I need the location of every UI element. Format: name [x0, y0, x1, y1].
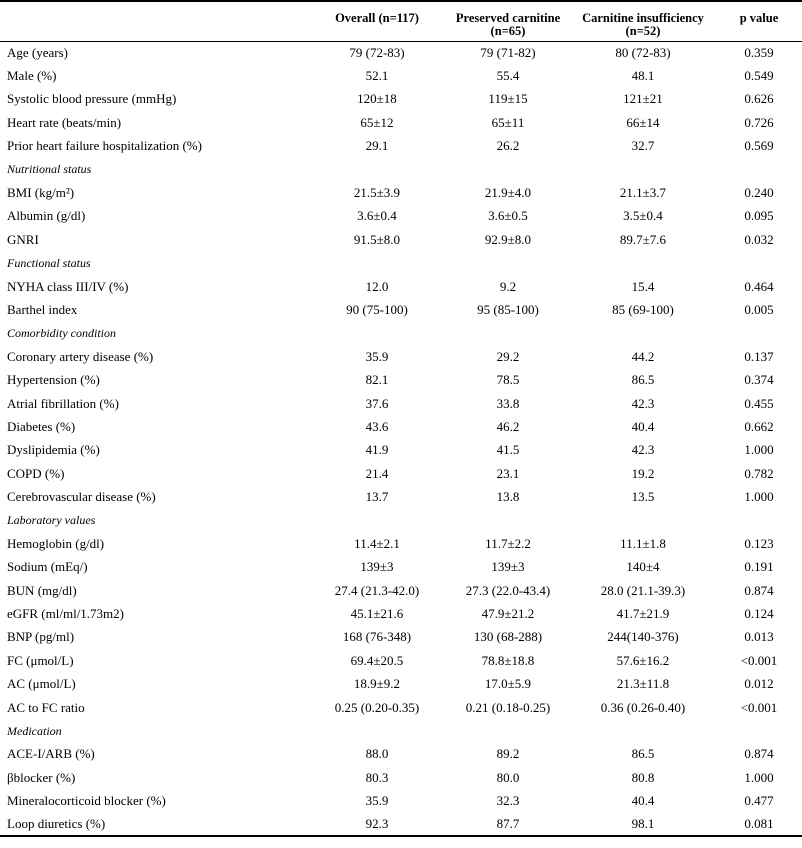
cell-overall: 37.6 [365, 395, 389, 411]
row-label: AC to FC ratio [7, 699, 85, 715]
cell-preserved: 47.9±21.2 [481, 606, 535, 622]
table-row [0, 88, 802, 111]
cell-insufficiency: 40.4 [631, 793, 655, 809]
cell-insufficiency: 86.5 [631, 746, 655, 762]
cell-insufficiency: 48.1 [631, 68, 655, 84]
cell-overall: 18.9±9.2 [353, 676, 401, 692]
cell-p-value: 0.874 [744, 582, 774, 598]
cell-p-value: 0.012 [744, 676, 774, 692]
cell-p-value: 0.464 [744, 278, 774, 294]
row-label: Dyslipidemia (%) [7, 442, 100, 458]
cell-preserved: 29.2 [496, 348, 520, 364]
cell-overall: 52.1 [365, 68, 389, 84]
cell-overall: 12.0 [365, 278, 389, 294]
table-row [0, 766, 802, 789]
cell-preserved: 0.21 (0.18-0.25) [465, 699, 551, 715]
row-label: Cerebrovascular disease (%) [7, 489, 156, 505]
cell-p-value: 0.005 [744, 301, 774, 317]
table-row [0, 392, 802, 415]
header-preserved-carnitine: Preserved carnitine (n=65) [446, 1, 570, 41]
table-row [0, 41, 802, 64]
row-label: BUN (mg/dl) [7, 582, 77, 598]
cell-overall: 88.0 [365, 746, 389, 762]
cell-p-value: 0.123 [744, 535, 774, 551]
cell-preserved: 26.2 [496, 138, 520, 154]
cell-preserved: 89.2 [496, 746, 520, 762]
cell-insufficiency: 86.5 [631, 372, 655, 388]
cell-overall: 69.4±20.5 [350, 652, 404, 668]
table-row [0, 439, 802, 462]
table-body [0, 41, 802, 836]
cell-preserved: 119±15 [488, 91, 528, 107]
cell-p-value: 0.095 [744, 208, 774, 224]
cell-overall: 168 (76-348) [342, 629, 412, 645]
cell-preserved: 46.2 [496, 418, 520, 434]
table-row [0, 673, 802, 696]
row-label: Albumin (g/dl) [7, 208, 86, 224]
cell-insufficiency: 80 (72-83) [615, 44, 671, 60]
cell-overall: 0.25 (0.20-0.35) [334, 699, 420, 715]
cell-p-value: 0.013 [744, 629, 774, 645]
cell-preserved: 23.1 [496, 465, 520, 481]
cell-insufficiency: 85 (69-100) [612, 301, 674, 317]
cell-overall: 80.3 [365, 769, 389, 785]
cell-preserved: 32.3 [496, 793, 520, 809]
section-header-row [0, 158, 802, 181]
table-header-row [0, 1, 802, 41]
row-label: Barthel index [7, 301, 78, 317]
table-row [0, 228, 802, 251]
cell-overall: 35.9 [365, 793, 389, 809]
table-row [0, 368, 802, 391]
cell-preserved: 78.8±18.8 [481, 652, 535, 668]
cell-p-value: 0.240 [744, 185, 774, 201]
cell-p-value: 1.000 [744, 442, 774, 458]
cell-preserved: 79 (71-82) [480, 44, 536, 60]
cell-insufficiency: 11.1±1.8 [620, 535, 666, 551]
table-row [0, 649, 802, 672]
row-label: COPD (%) [7, 465, 65, 481]
cell-p-value: 0.662 [744, 418, 774, 434]
cell-p-value: 0.032 [744, 231, 774, 247]
header-overall: Overall (n=117) [308, 1, 446, 41]
cell-p-value: 0.626 [744, 91, 774, 107]
section-title: Comorbidity condition [7, 325, 116, 340]
section-header-row [0, 322, 802, 345]
table-row [0, 626, 802, 649]
cell-p-value: 0.124 [744, 606, 774, 622]
cell-insufficiency: 3.5±0.4 [623, 208, 663, 224]
cell-p-value: 0.191 [744, 559, 774, 575]
row-label: Mineralocorticoid blocker (%) [7, 793, 166, 809]
table-row [0, 743, 802, 766]
table-row [0, 602, 802, 625]
cell-overall: 82.1 [365, 372, 389, 388]
row-label: FC (μmol/L) [7, 652, 74, 668]
table-row [0, 64, 802, 87]
cell-insufficiency: 121±21 [623, 91, 663, 107]
row-label: Coronary artery disease (%) [7, 348, 154, 364]
cell-preserved: 9.2 [499, 278, 517, 294]
cell-preserved: 13.8 [496, 489, 520, 505]
section-title: Nutritional status [7, 162, 92, 177]
table-row [0, 462, 802, 485]
cell-p-value: 1.000 [744, 489, 774, 505]
section-header-row [0, 252, 802, 275]
cell-insufficiency: 42.3 [631, 442, 655, 458]
cell-p-value: 0.081 [716, 813, 802, 836]
header-p-value: p value [716, 1, 802, 41]
cell-insufficiency: 98.1 [570, 813, 716, 836]
cell-insufficiency: 140±4 [626, 559, 660, 575]
cell-p-value: 0.455 [744, 395, 774, 411]
row-label: BNP (pg/ml) [7, 629, 75, 645]
cell-p-value: 0.477 [744, 793, 774, 809]
cell-insufficiency: 21.1±3.7 [619, 185, 667, 201]
cell-insufficiency: 40.4 [631, 418, 655, 434]
table-row [0, 205, 802, 228]
row-label: NYHA class III/IV (%) [7, 278, 129, 294]
row-label: ACE-I/ARB (%) [7, 746, 95, 762]
cell-preserved: 87.7 [446, 813, 570, 836]
cell-preserved: 80.0 [496, 769, 520, 785]
row-label: Loop diuretics (%) [0, 813, 308, 836]
cell-overall: 13.7 [365, 489, 389, 505]
row-label: Diabetes (%) [7, 418, 76, 434]
cell-overall: 45.1±21.6 [350, 606, 404, 622]
row-label: GNRI [7, 231, 39, 247]
cell-preserved: 55.4 [496, 68, 520, 84]
row-label: Systolic blood pressure (mmHg) [7, 91, 177, 107]
table-row [0, 111, 802, 134]
cell-insufficiency: 42.3 [631, 395, 655, 411]
cell-p-value: 0.137 [744, 348, 774, 364]
cell-p-value: 0.359 [744, 44, 774, 60]
cell-overall: 65±12 [360, 114, 394, 130]
row-label: Sodium (mEq/) [7, 559, 88, 575]
cell-p-value: 0.374 [744, 372, 774, 388]
cell-p-value: 0.874 [744, 746, 774, 762]
cell-p-value: <0.001 [740, 699, 778, 715]
table-row [0, 275, 802, 298]
cell-overall: 11.4±2.1 [354, 535, 400, 551]
table-row [0, 532, 802, 555]
section-header-row [0, 719, 802, 742]
section-title: Medication [7, 723, 62, 738]
cell-p-value: <0.001 [740, 652, 778, 668]
row-label: βblocker (%) [7, 769, 76, 785]
cell-insufficiency: 89.7±7.6 [619, 231, 667, 247]
header-carnitine-insufficiency: Carnitine insufficiency (n=52) [570, 1, 716, 41]
cell-overall: 91.5±8.0 [353, 231, 401, 247]
table-row [0, 345, 802, 368]
cell-overall: 27.4 (21.3-42.0) [334, 582, 420, 598]
row-label: BMI (kg/m²) [7, 185, 75, 201]
table-row [0, 485, 802, 508]
row-label: Atrial fibrillation (%) [7, 395, 119, 411]
row-label: eGFR (ml/ml/1.73m2) [7, 606, 124, 622]
cell-preserved: 92.9±8.0 [484, 231, 532, 247]
cell-preserved: 11.7±2.2 [485, 535, 531, 551]
cell-preserved: 95 (85-100) [477, 301, 539, 317]
cell-overall: 139±3 [360, 559, 394, 575]
cell-insufficiency: 80.8 [631, 769, 655, 785]
cell-overall: 90 (75-100) [346, 301, 408, 317]
row-label: Hypertension (%) [7, 372, 100, 388]
cell-insufficiency: 66±14 [626, 114, 660, 130]
cell-preserved: 41.5 [496, 442, 520, 458]
cell-overall: 43.6 [365, 418, 389, 434]
cell-overall: 92.3 [308, 813, 446, 836]
row-label: Hemoglobin (g/dl) [7, 535, 105, 551]
cell-insufficiency: 19.2 [631, 465, 655, 481]
row-label: AC (μmol/L) [7, 676, 76, 692]
table-row [0, 298, 802, 321]
cell-insufficiency: 0.36 (0.26-0.40) [600, 699, 686, 715]
section-title: Laboratory values [7, 513, 96, 527]
table-row [0, 696, 802, 719]
table-row [0, 556, 802, 579]
cell-preserved: 21.9±4.0 [484, 185, 532, 201]
row-label: Age (years) [7, 44, 68, 60]
cell-insufficiency: 244(140-376) [607, 629, 679, 645]
row-label: Prior heart failure hospitalization (%) [7, 138, 202, 154]
table-row [0, 790, 802, 813]
cell-p-value: 1.000 [744, 769, 774, 785]
cell-p-value: 0.549 [744, 68, 774, 84]
cell-preserved: 78.5 [496, 372, 520, 388]
table-row [0, 813, 802, 836]
cell-insufficiency: 44.2 [631, 348, 655, 364]
table-row [0, 579, 802, 602]
section-title: Functional status [7, 255, 91, 270]
cell-p-value: 0.726 [744, 114, 774, 130]
cell-insufficiency: 13.5 [631, 489, 655, 505]
cell-overall: 21.5±3.9 [353, 185, 401, 201]
row-label: Heart rate (beats/min) [7, 114, 122, 130]
cell-preserved: 130 (68-288) [473, 629, 543, 645]
cell-insufficiency: 28.0 (21.1-39.3) [600, 582, 686, 598]
cell-overall: 3.6±0.4 [357, 208, 397, 224]
table-row [0, 135, 802, 158]
cell-insufficiency: 57.6±16.2 [616, 652, 670, 668]
row-label: Male (%) [7, 68, 57, 84]
cell-preserved: 33.8 [496, 395, 520, 411]
cell-p-value: 0.569 [744, 138, 774, 154]
section-header-row [0, 509, 802, 532]
table-row [0, 181, 802, 204]
cell-insufficiency: 41.7±21.9 [616, 606, 670, 622]
cell-overall: 21.4 [365, 465, 389, 481]
header-variable [0, 1, 308, 41]
cell-insufficiency: 21.3±11.8 [616, 676, 670, 692]
cell-overall: 79 (72-83) [349, 44, 405, 60]
cell-preserved: 65±11 [491, 114, 525, 130]
cell-p-value: 0.782 [744, 465, 774, 481]
cell-overall: 41.9 [365, 442, 389, 458]
cell-preserved: 3.6±0.5 [488, 208, 528, 224]
cell-overall: 29.1 [365, 138, 389, 154]
cell-overall: 120±18 [357, 91, 397, 107]
cell-insufficiency: 32.7 [631, 138, 655, 154]
cell-preserved: 17.0±5.9 [484, 676, 532, 692]
cell-preserved: 27.3 (22.0-43.4) [465, 582, 551, 598]
table-row [0, 415, 802, 438]
cell-overall: 35.9 [365, 348, 389, 364]
cell-insufficiency: 15.4 [631, 278, 655, 294]
cell-preserved: 139±3 [491, 559, 525, 575]
